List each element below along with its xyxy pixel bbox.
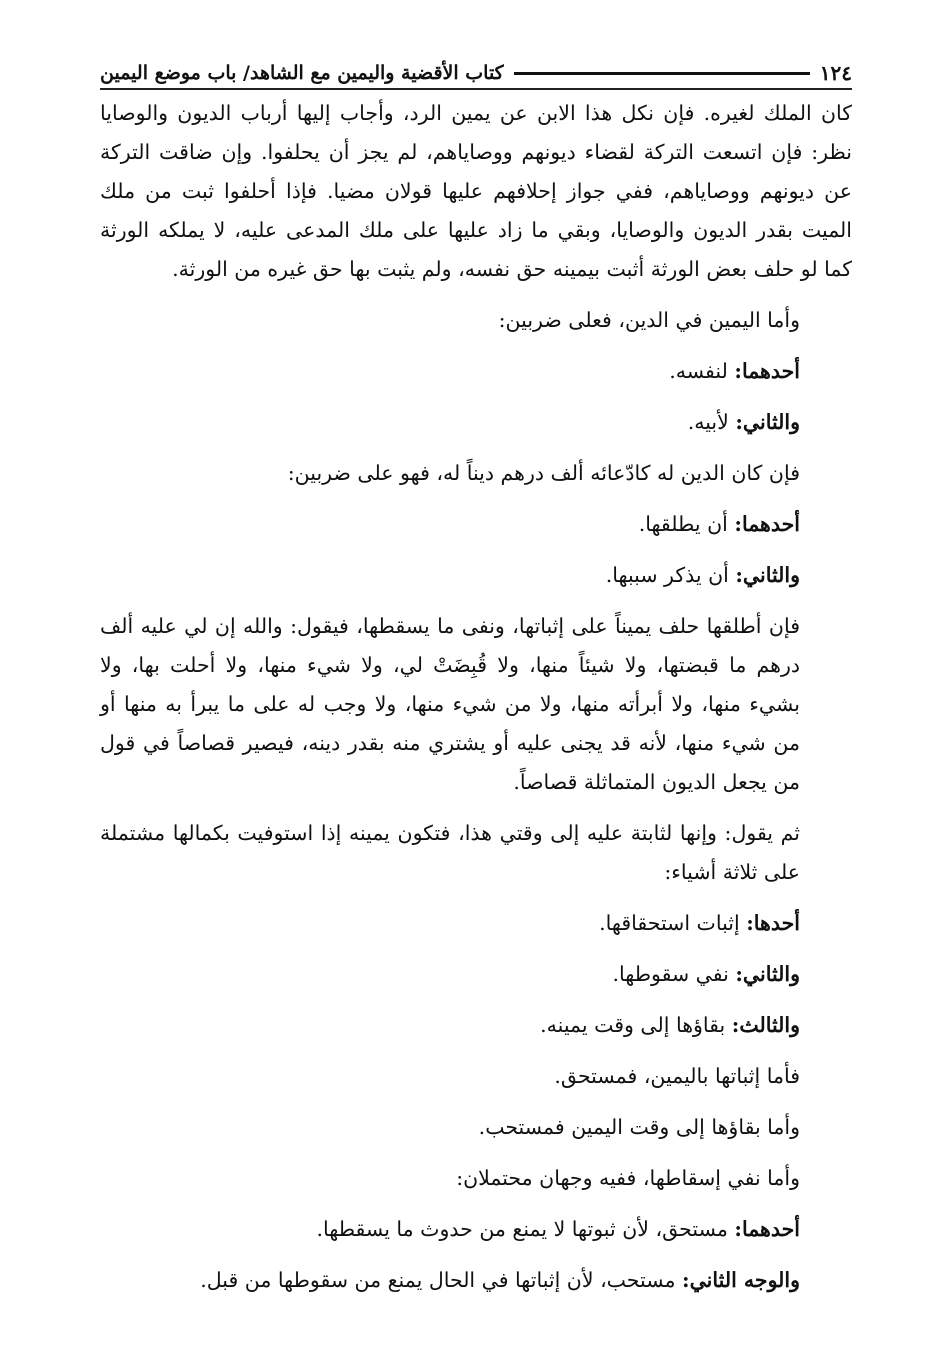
paragraph-intro: كان الملك لغيره. فإن نكل هذا الابن عن يمين الرد، وأجاب إليها أرباب الديون والوصايا نظر: فإن اتسعت التركة لقضاء ديونهم ووصاياهم، لم يجز أن يحلفوا. وإن ضاقت التركة عن ديونهم ووصاياهم، ففي جواز إحلافهم عليها قولان مضيا. فإذا أحلفوا ثبت من ملك الميت بقدر الديون والوصايا، وبقي ما زاد عليها على ملك المدعى عليه، لا يملكه الورثة كما لو حلف بعض الورثة أثبت بيمينه حق نفسه، ولم يثبت بها حق غيره من الورثة. bbox=[100, 101, 852, 281]
item-label: والثاني: bbox=[735, 962, 800, 986]
item-text: أن يطلقها. bbox=[638, 512, 728, 536]
item-text: أن يذكر سببها. bbox=[605, 563, 729, 587]
item-text: لنفسه. bbox=[669, 359, 728, 383]
paragraph-line: وأما نفي إسقاطها، ففيه وجهان محتملان: bbox=[456, 1166, 800, 1190]
item-label: أحدهما: bbox=[734, 512, 800, 536]
paragraph-line: وأما بقاؤها إلى وقت اليمين فمستحب. bbox=[478, 1115, 800, 1139]
item-label: أحدها: bbox=[746, 911, 800, 935]
item-text: إثبات استحقاقها. bbox=[599, 911, 740, 935]
header-rule bbox=[514, 72, 810, 75]
paragraph-claim: فإن كان الدين له كادّعائه ألف درهم ديناً له، فهو على ضربين: bbox=[287, 461, 800, 485]
item-label: والثاني: bbox=[735, 410, 800, 434]
list-item bbox=[100, 1210, 852, 1249]
page-number: ١٢٤ bbox=[819, 61, 852, 85]
item-label: والثالث: bbox=[731, 1013, 800, 1037]
item-text: مستحق، لأن ثبوتها لا يمنع من حدوث ما يسقطها. bbox=[316, 1217, 728, 1241]
item-text: لأبيه. bbox=[687, 410, 729, 434]
book-title: كتاب الأقضية واليمين مع الشاهد/ باب موضع اليمين bbox=[100, 62, 504, 84]
list-item bbox=[100, 1006, 852, 1045]
paragraph-three-things: ثم يقول: وإنها لثابتة عليه إلى وقتي هذا، فتكون يمينه إذا استوفيت بكمالها مشتملة على ثلاثة أشياء: bbox=[100, 821, 801, 884]
item-text: بقاؤها إلى وقت يمينه. bbox=[540, 1013, 726, 1037]
item-text: مستحب، لأن إثباتها في الحال يمنع من سقوطها من قبل. bbox=[200, 1268, 676, 1292]
document-page bbox=[100, 58, 852, 1300]
paragraph-debt-oath: وأما اليمين في الدين، فعلى ضربين: bbox=[498, 308, 800, 332]
item-label: والثاني: bbox=[735, 563, 800, 587]
list-item bbox=[100, 904, 852, 943]
paragraph-oath-wording: فإن أطلقها حلف يميناً على إثباتها، ونفى ما يسقطها، فيقول: والله إن لي عليه ألف درهم ما قبضتها، ولا شيئاً منها، ولا قُبِضَتْ لي، ولا شيء منها، ولا أحلت بها، ولا بشيء منها، ولا أبرأته منها، ولا من شيء منها، ولا وجب له على ما يبرأ به منها أو من شيء منها، لأنه قد يجنى عليه أو يشتري منه بقدر دينه، فيصير قصاصاً في قول من يجعل الديون المتماثلة قصاصاً. bbox=[100, 614, 801, 794]
item-label: أحدهما: bbox=[734, 1217, 800, 1241]
list-item bbox=[100, 556, 852, 595]
list-item bbox=[100, 1261, 852, 1300]
list-item bbox=[100, 352, 852, 391]
running-header bbox=[100, 58, 852, 90]
item-label: أحدهما: bbox=[734, 359, 800, 383]
paragraph-line: فأما إثباتها باليمين، فمستحق. bbox=[554, 1064, 800, 1088]
list-item bbox=[100, 403, 852, 442]
item-text: نفي سقوطها. bbox=[612, 962, 729, 986]
list-item bbox=[100, 955, 852, 994]
list-item bbox=[100, 505, 852, 544]
item-label: والوجه الثاني: bbox=[682, 1268, 800, 1292]
